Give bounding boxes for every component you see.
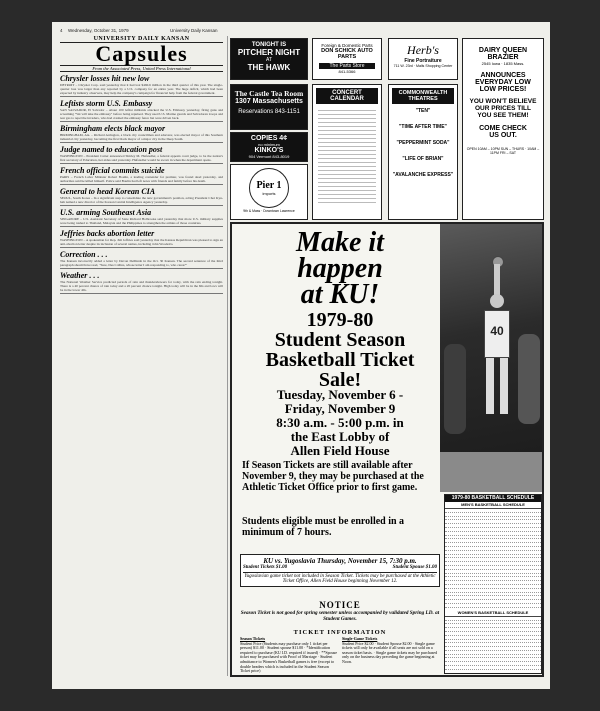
capsules-column <box>60 36 228 676</box>
castle-line2: 1307 Massachusetts <box>235 98 303 105</box>
kinkos-copies-ad <box>230 132 308 162</box>
mens-schedule-rows <box>445 509 541 608</box>
season-line3: Basketball Ticket <box>265 349 415 371</box>
schedule-title: 1979-80 BASKETBALL SCHEDULE <box>445 495 541 502</box>
pitcher-line1: TONIGHT IS <box>251 42 287 48</box>
herbs-portraiture-ad <box>388 38 458 80</box>
dq-line2: BRAZIER <box>487 54 519 61</box>
pier-1-imports-ad <box>230 164 308 220</box>
headline-line2: happen <box>297 253 383 284</box>
season-tickets-heading: Season Tickets <box>240 636 266 641</box>
yugoslavia-spouse-price: Student Spouse $1.00 <box>392 565 437 570</box>
season-sale-title <box>242 310 438 390</box>
concert-listings <box>318 107 376 203</box>
story-headline: French official commits suicide <box>60 166 165 175</box>
basketball-schedule <box>444 494 542 674</box>
story-body: BIRMINGHAM, Ala. – Richard Arrington, a black city councilman and educator, was elected mayor of this Southern industrial city yesterday, becoming the first black mayor of a major city in the Deep South. <box>60 133 223 141</box>
season-tickets-col <box>240 637 338 674</box>
story-headline: Correction . . . <box>60 250 108 259</box>
pier-line3: 9th & Mass · Downtown Lawrence <box>243 209 295 213</box>
theatres-line2: THEATRES <box>408 96 438 102</box>
basketball-photo <box>440 224 544 492</box>
dq-line9: YOU SEE THEM! <box>477 112 529 119</box>
story-body: SAN SALVADOR, El Salvador – About 100 leftist militants attacked the U.S. Embassy yesterday, firing guns and screaming "We will take the embassy" before being repulsed. They used U.S. Marine guards and Salvadoran troops and tear gas to repel the invaders, who had crashed the embassy fence but were driven back. <box>60 108 223 120</box>
pitcher-line4: THE HAWK <box>247 63 291 72</box>
paper-name: University Daily Kansan <box>170 28 218 33</box>
castle-tea-room-ad <box>230 84 308 130</box>
dates-line2: Friday, November 9 <box>284 401 396 416</box>
capsules-stories <box>60 74 223 294</box>
page-number: 4 <box>60 28 63 33</box>
dq-line5: EVERYDAY LOW <box>475 79 531 86</box>
story-body: SEOUL, South Korea – In a significant step to consolidate the new government's position, acting President Choi Kyu-hah named a new director of the Korean Central Intelligence Agency yesterday. <box>60 196 223 204</box>
dq-line11: US OUT. <box>489 132 517 139</box>
herbs-line2: Fine Portraiture <box>404 58 442 64</box>
eligibility-text: Students eligible must be enrolled in a minimum of 7 hours. <box>242 516 405 538</box>
story-body: DETROIT – Chrysler Corp. said yesterday that it had lost $460.6 million in the third quarter of this year. The single-quarter loss was larger than any reported by a U.S. company for an entire year. The huge deficit, which had been expected by industry observers, may help the company's campaign for financial help from the federal government. <box>60 83 223 95</box>
capsules-title: Capsules <box>95 41 188 66</box>
story-divider <box>60 184 223 185</box>
movie-2: "TIME AFTER TIME" <box>399 124 447 130</box>
dates-line4: the East Lobby of <box>290 429 390 444</box>
season-line2: Student Season <box>274 329 406 351</box>
dq-hours: OPEN 10AM – 10PM SUN – THURS · 10AM – 11PM FRI – SAT <box>466 147 540 155</box>
story-divider <box>60 205 223 206</box>
capsule-story <box>60 99 223 122</box>
court-floor <box>440 452 544 492</box>
dq-line4: ANNOUNCES <box>480 72 526 79</box>
pitcher-line2: PITCHER NIGHT <box>237 48 301 57</box>
story-headline: Judge named to education post <box>60 145 163 154</box>
capsule-story <box>60 145 223 164</box>
dons-line2: DON SCHICK AUTO PARTS <box>321 48 373 60</box>
dq-line6: LOW PRICES! <box>479 86 527 93</box>
capsules-kicker: UNIVERSITY DAILY KANSAN <box>60 36 223 43</box>
mens-schedule-header: MEN'S BASKETBALL SCHEDULE <box>445 502 541 509</box>
yugoslavia-prices <box>243 565 437 570</box>
dons-line3: The Parts Store <box>319 63 375 69</box>
single-game-col <box>342 637 440 674</box>
story-body: WASHINGTON – A spokesman for Rep. Jim Jeffries said yesterday that the Kansas Republican was pleased to sign an anti-abortion letter despite its inclusion of several names, including John Wooden's. <box>60 238 223 246</box>
story-headline: Jeffries backs abortion letter <box>60 229 155 238</box>
commonwealth-theatres-ad <box>388 84 458 220</box>
story-divider <box>60 121 223 122</box>
movie-3: "PEPPERMINT SODA" <box>396 140 450 146</box>
story-headline: Chrysler losses hit new low <box>60 74 150 83</box>
player-jersey: 40 <box>484 310 510 358</box>
capsule-story <box>60 124 223 143</box>
copies-line3: KINKO'S <box>254 147 284 154</box>
capsules-subtitle: From the Associated Press, United Press International <box>60 65 223 72</box>
dq-line8: OUR PRICES TILL <box>475 105 531 112</box>
ticket-info-columns <box>240 637 440 674</box>
dq-line1: DAIRY QUEEN <box>478 47 528 54</box>
womens-schedule-header: WOMEN'S BASKETBALL SCHEDULE <box>445 610 541 617</box>
copies-line1: COPIES 4¢ <box>250 135 288 142</box>
player-figure <box>480 264 514 414</box>
capsule-story <box>60 74 223 97</box>
dairy-queen-ad <box>462 38 544 220</box>
castle-line1: The Castle Tea Room <box>234 89 304 98</box>
story-body: SINGAPORE – U.S. Assistant Secretary of State Richard Holbrooke said yesterday that more U.S. military supplies were being rushed to Thailand, Malaysia and the Philippines to strengthen the armies of those countries. <box>60 217 223 225</box>
player-leg-left <box>486 358 494 414</box>
player-arm <box>494 264 500 298</box>
story-divider <box>60 226 223 227</box>
concert-line1: CONCERT <box>332 90 362 96</box>
sale-dates <box>242 388 438 458</box>
page-date: Wednesday, October 31, 1979 <box>68 28 129 33</box>
concert-calendar-ad <box>312 84 382 220</box>
pier-line1: Pier 1 <box>256 180 282 191</box>
story-divider <box>60 268 223 269</box>
newspaper-page <box>52 22 550 689</box>
story-divider <box>60 96 223 97</box>
headline-line1: Make it <box>296 227 384 258</box>
story-headline: General to head Korean CIA <box>60 187 156 196</box>
player-leg-right <box>500 358 508 414</box>
notice-body: Season Ticket is not good for spring semester unless accompanied by validated Spring I.D. at Student Games. <box>240 610 440 622</box>
dons-line1: Foreign & Domestic Parts <box>321 43 373 48</box>
story-headline: Leftists storm U.S. Embassy <box>60 99 153 108</box>
herbs-line1: Herb's <box>407 43 439 57</box>
season-tickets-text: Student Price (Students may purchase only 1 ticket per person) $11.00 · Student spouse $11.00 · *Identification required to purchase (KU I.D. required if issued) · **Spouse ticket may be purchased with Proof of Marriage · Student admittance to Women's Basketball games is free (except to double headers which is included in the Student Season Ticket price) <box>240 640 337 674</box>
schedule-row <box>445 604 541 608</box>
pier-line2: imports <box>262 191 276 196</box>
story-headline: Weather . . . <box>60 271 100 280</box>
opponent-figure <box>518 334 540 424</box>
story-divider <box>60 247 223 248</box>
story-divider <box>60 163 223 164</box>
page-header <box>60 28 544 36</box>
herbs-line3: 711 W. 23rd · Malls Shopping Center <box>393 64 453 68</box>
defender-figure <box>444 344 466 434</box>
season-line4: Sale! <box>318 369 362 391</box>
dons-auto-parts-ad <box>312 38 382 80</box>
movie-1: "TEN" <box>415 108 431 114</box>
movie-4: "LIFE OF BRIAN" <box>402 156 444 162</box>
dq-line10: COME CHECK <box>479 125 527 132</box>
capsule-story <box>60 229 223 248</box>
availability-text: If Season Tickets are still available after November 9, they may be purchased at the Athletic Ticket Office prior to first game. <box>242 460 424 493</box>
single-game-heading: Single-Game Tickets <box>342 636 378 641</box>
yugoslavia-note: Yugoslavian game ticket not included in Season Ticket. Tickets may be purchased at the Athletic Ticket Office, Allen Field House beginning November 12. <box>244 574 436 584</box>
capsule-story <box>60 166 223 185</box>
theatres-line1: COMMONWEALTH <box>398 90 448 96</box>
season-line1: 1979-80 <box>306 309 374 331</box>
dates-line5: Allen Field House <box>290 443 390 458</box>
story-body: WASHINGTON – President Carter announced Shirley M. Hufstedler, a federal appeals court judge, to be the nation's first secretary of Education, her aides said yesterday. Hufstedler would be sworn in when the department opens. <box>60 154 223 162</box>
story-divider <box>60 142 223 143</box>
castle-line3: Reservations 843-1151 <box>238 109 300 115</box>
capsule-story <box>60 187 223 206</box>
dq-line7: YOU WON'T BELIEVE <box>469 98 537 105</box>
theatres-header <box>392 88 454 104</box>
yugoslavia-student-price: Student Tickets $1.00 <box>243 565 288 570</box>
story-divider <box>60 293 223 294</box>
ku-ticket-sale-ad <box>230 222 544 677</box>
capsule-story <box>60 271 223 294</box>
schedule-row <box>445 666 541 670</box>
story-headline: Birmingham elects black mayor <box>60 124 166 133</box>
capsule-story <box>60 208 223 227</box>
copies-line4: 904 Vermont 843-8019 <box>248 154 290 159</box>
yugoslavia-game-box <box>240 554 440 587</box>
dates-line1: Tuesday, November 6 - <box>276 387 404 402</box>
capsule-story <box>60 250 223 269</box>
dq-line3: 2545 Iowa · 1835 Mass. <box>481 61 525 66</box>
copies-line2: no minimum <box>258 142 280 147</box>
concert-header <box>316 88 378 104</box>
womens-schedule-rows <box>445 617 541 670</box>
ticket-information <box>240 629 440 674</box>
notice-heading: NOTICE <box>319 600 361 610</box>
yugoslavia-headline: KU vs. Yugoslavia Thursday, November 15, 7:30 p.m. <box>263 557 417 565</box>
story-headline: U.S. arming Southeast Asia <box>60 208 152 217</box>
make-it-happen-headline <box>242 227 438 310</box>
pier-1-logo <box>249 168 289 208</box>
ticket-info-heading: TICKET INFORMATION <box>293 629 387 636</box>
story-body: PARIS – French Labor Minister Robert Boulin, a leading contender for premier, was found dead yesterday, and authorities said he killed himself. Police said Boulin had left notes with friends and family before his death. <box>60 175 223 183</box>
story-body: The National Weather Service predicted periods of rain and thundershowers for today, with the rain ending tonight. There is a 40 percent chance of rain today and a 20 percent chance tonight. High today will be in the 60s and lows will be in the lower 40s. <box>60 280 223 292</box>
single-game-text: Student Price $2.00 · Student Spouse $2.00 · Single game tickets will only be available if all seats are not sold on a season ticket basis. · Single game tickets may be purchased only on the business day preceding the game beginning at Noon. <box>342 640 438 664</box>
dates-line3: 8:30 a.m. - 5:00 p.m. in <box>276 415 404 430</box>
story-body: The Kansan incorrectly added a letter by Devon DeMarsh in the Oct. 30 Kansan. The second sentence of the third paragraph should have read, "Sure, Des Collins, whose letter I am responding to, who cares?" <box>60 259 223 267</box>
pitcher-line3: AT <box>265 57 273 63</box>
dons-phone: 841-5366 <box>338 69 356 74</box>
headline-line3: at KU! <box>300 279 380 310</box>
movie-5: "AVALANCHE EXPRESS" <box>392 172 454 178</box>
pitcher-night-ad <box>230 38 308 80</box>
player-head <box>490 294 504 308</box>
notice-box <box>240 600 440 622</box>
concert-line2: CALENDAR <box>330 96 364 102</box>
